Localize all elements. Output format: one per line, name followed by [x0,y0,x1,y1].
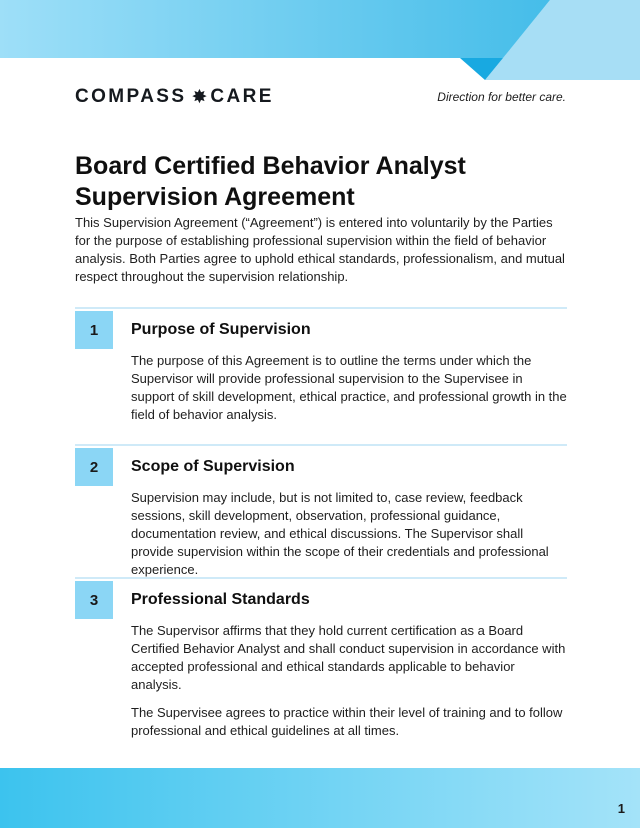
section-scope-of-supervision [75,444,567,579]
header-banner-graphic [0,0,640,80]
section-paragraph: The purpose of this Agreement is to outline the terms under which the Supervisor will provide professional supervision to the Supervisee in support of skill development, ethical practice, and professional growth in the field of behavior analysis. [131,353,567,422]
section-heading: Professional Standards [131,591,310,608]
section-paragraph: The Supervisee agrees to practice within their level of training and to follow professional and ethical guidelines at all times. [131,705,563,738]
section-paragraph: Supervision may include, but is not limited to, case review, feedback sessions, skill development, observation, professional guidance, documentation review, and ethical discussions. The Supervisor shall provide supervision within the scope of their credentials and professional experience. [131,490,549,577]
brand-row [75,86,566,108]
section-number-badge: 1 [75,311,113,349]
section-heading: Scope of Supervision [131,458,295,475]
section-number-badge: 2 [75,448,113,486]
document-title: Board Certified Behavior Analyst Supervision Agreement [75,151,466,211]
page-number: 1 [617,801,625,816]
section-number-badge: 3 [75,581,113,619]
header-gradient-band-shape [0,0,550,58]
footer-band [0,768,640,828]
section-heading: Purpose of Supervision [131,321,311,338]
section-paragraph: The Supervisor affirms that they hold current certification as a Board Certified Behavior Analyst and shall conduct supervision in accordance with accepted professional and ethical standards applicable to behavior analysis. [131,623,566,692]
section-purpose-of-supervision [75,307,567,424]
brand-tagline: Direction for better care. [437,90,566,104]
compass-star-icon: ✸ [191,86,208,108]
logo-text-care: CARE [210,86,274,107]
company-logo [75,86,274,108]
logo-text-compass: COMPASS [75,86,187,107]
intro-paragraph: This Supervision Agreement (“Agreement”) is entered into voluntarily by the Parties for the purpose of establishing professional supervision within the field of behavior analysis. Both Parties agree to uphold ethical standards, professionalism, and mutual respect throughout the supervision relationship. [75,215,565,284]
section-professional-standards [75,577,567,740]
